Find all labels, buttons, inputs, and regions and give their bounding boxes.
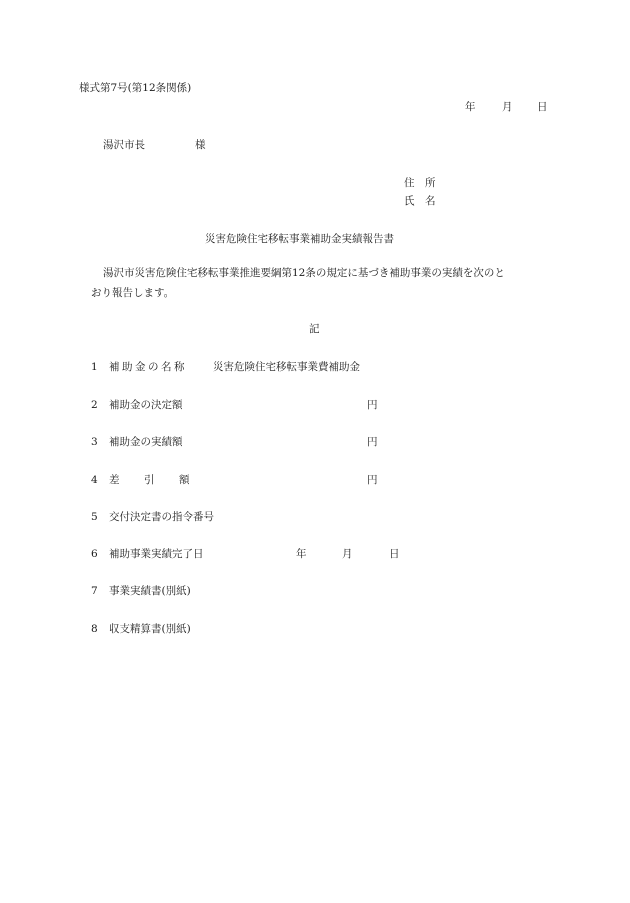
date-month-label: 月 <box>502 101 513 113</box>
yen-unit: 円 <box>367 399 378 411</box>
item-label: 補助金の名称 <box>109 361 187 373</box>
item-label-part: 引 <box>144 474 155 486</box>
ki-heading: 記 <box>309 323 320 335</box>
yen-unit: 円 <box>367 436 378 448</box>
body-line-2: おり報告します。 <box>91 287 175 299</box>
item-label: 事業実績書(別紙) <box>109 585 191 597</box>
item-label: 補助金の実績額 <box>109 436 183 448</box>
item-label-part: 額 <box>179 474 190 486</box>
completion-month-label: 月 <box>342 548 353 560</box>
yen-unit: 円 <box>367 474 378 486</box>
body-line-1: 湯沢市災害危険住宅移転事業推進要綱第12条の規定に基づき補助事業の実績を次のと <box>103 267 505 279</box>
item-number: 1 <box>91 361 98 373</box>
item-label: 補助金の決定額 <box>109 399 183 411</box>
form-number: 様式第7号(第12条関係) <box>79 82 192 94</box>
address-label: 住 所 <box>404 177 436 189</box>
item-number: 2 <box>91 399 98 411</box>
date-year-label: 年 <box>465 101 476 113</box>
addressee-name: 湯沢市長 <box>103 139 145 151</box>
item-number: 6 <box>91 548 98 560</box>
item-number: 8 <box>91 623 98 635</box>
item-label: 交付決定書の指令番号 <box>109 511 214 523</box>
item-label: 収支精算書(別紙) <box>109 623 191 635</box>
item-number: 3 <box>91 436 98 448</box>
item-number: 4 <box>91 474 98 486</box>
item-label: 補助事業実績完了日 <box>109 548 204 560</box>
addressee-honorific: 様 <box>195 139 206 151</box>
completion-day-label: 日 <box>389 548 400 560</box>
completion-year-label: 年 <box>296 548 307 560</box>
document-title: 災害危険住宅移転事業補助金実績報告書 <box>205 233 394 245</box>
item-number: 5 <box>91 511 98 523</box>
item-label-part: 差 <box>109 474 120 486</box>
item-value: 災害危険住宅移転事業費補助金 <box>213 361 360 373</box>
date-day-label: 日 <box>537 101 548 113</box>
name-label: 氏 名 <box>404 195 436 207</box>
item-number: 7 <box>91 585 98 597</box>
